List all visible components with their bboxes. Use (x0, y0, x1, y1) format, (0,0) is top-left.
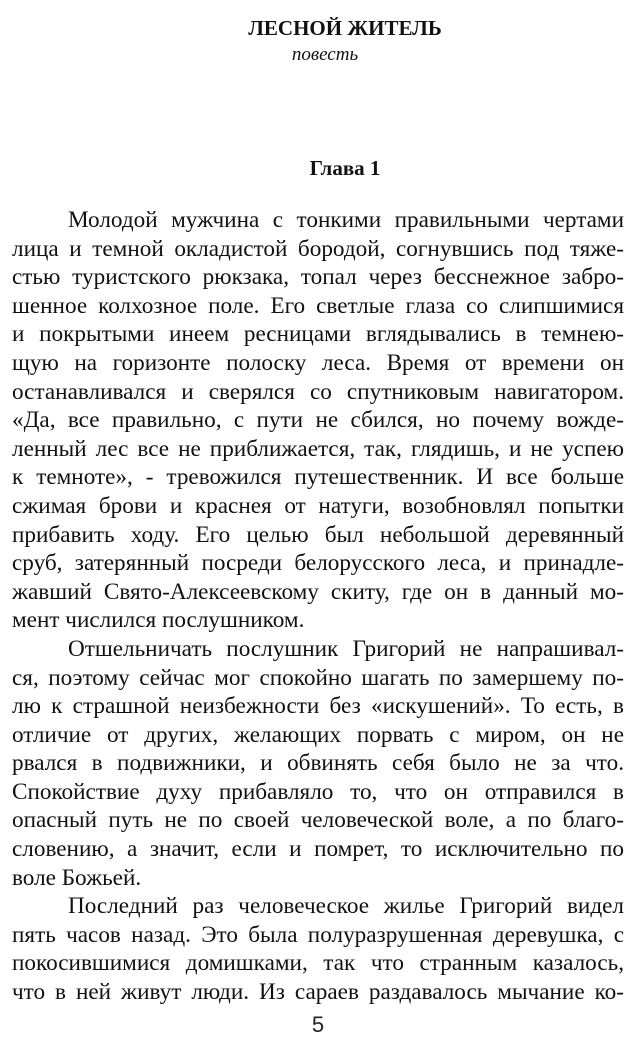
body-text (12, 206, 624, 1007)
text-line: «Да, все правильно, с пути не сбился, но почему вожде- (12, 407, 624, 434)
text-line: Последний раз человеческое жилье Григорий видел (68, 893, 624, 920)
text-line: и покрытыми инеем ресницами вглядывались в темнею- (12, 321, 624, 348)
text-line: покосившимися домишками, так что странным казалось, (12, 950, 624, 977)
text-line: пять часов назад. Это была полуразрушенная деревушка, с (12, 921, 624, 948)
text-line: щую на горизонте полоску леса. Время от времени он (12, 349, 624, 376)
text-line: Молодой мужчина с тонкими правильными чертами (68, 207, 624, 233)
text-line: воле Божьей. (12, 864, 142, 891)
text-line: сруб, затерянный посреди белорусского леса, и принадле- (12, 550, 624, 577)
text-line: лица и темной окладистой бородой, согнувшись под тяже- (12, 235, 624, 262)
text-line: шенное колхозное поле. Его светлые глаза со слипшимися (12, 292, 624, 319)
text-line: лю к страшной неизбежности без «искушений». То есть, в (12, 693, 624, 720)
text-line: рвался в подвижники, и обвинять себя было не за что. (12, 750, 624, 777)
text-line: словению, а значит, если и помрет, то исключительно по (12, 836, 624, 863)
chapter-heading: Глава 1 (309, 156, 381, 180)
text-line: жавший Свято-Алексеевскому скиту, где он в данный мо- (12, 578, 624, 605)
text-line: Отшельничать послушник Григорий не напрашивал- (68, 635, 624, 662)
text-line: Спокойствие духу прибавляло то, что он отправился в (12, 778, 624, 805)
text-line: ся, поэтому сейчас мог спокойно шагать по замершему по- (12, 664, 624, 691)
text-line: отличие от других, желающих порвать с миром, он не (12, 721, 624, 748)
book-subtitle: повесть (291, 44, 359, 65)
text-line: сжимая брови и краснея от натуги, возобновлял попытки (12, 492, 624, 519)
text-line: стью туристского рюкзака, топал через бесснежное забро- (12, 264, 624, 291)
text-line: опасный путь не по своей человеческой воле, а по благо- (12, 807, 624, 834)
text-line: ленный лес все не приближается, так, глядишь, и не успею (12, 435, 624, 462)
text-line: прибавить ходу. Его целью был небольшой деревянный (12, 521, 624, 548)
text-line: что в ней живут люди. Из сараев раздавалось мычание ко- (12, 979, 624, 1006)
page-number: 5 (311, 1012, 325, 1037)
book-title: ЛЕСНОЙ ЖИТЕЛЬ (248, 16, 442, 40)
text-line: останавливался и сверялся со спутниковым навигатором. (12, 378, 624, 405)
text-line: мент числился послушником. (12, 607, 305, 634)
text-line: к темноте», - тревожился путешественник. И все больше (12, 464, 624, 491)
